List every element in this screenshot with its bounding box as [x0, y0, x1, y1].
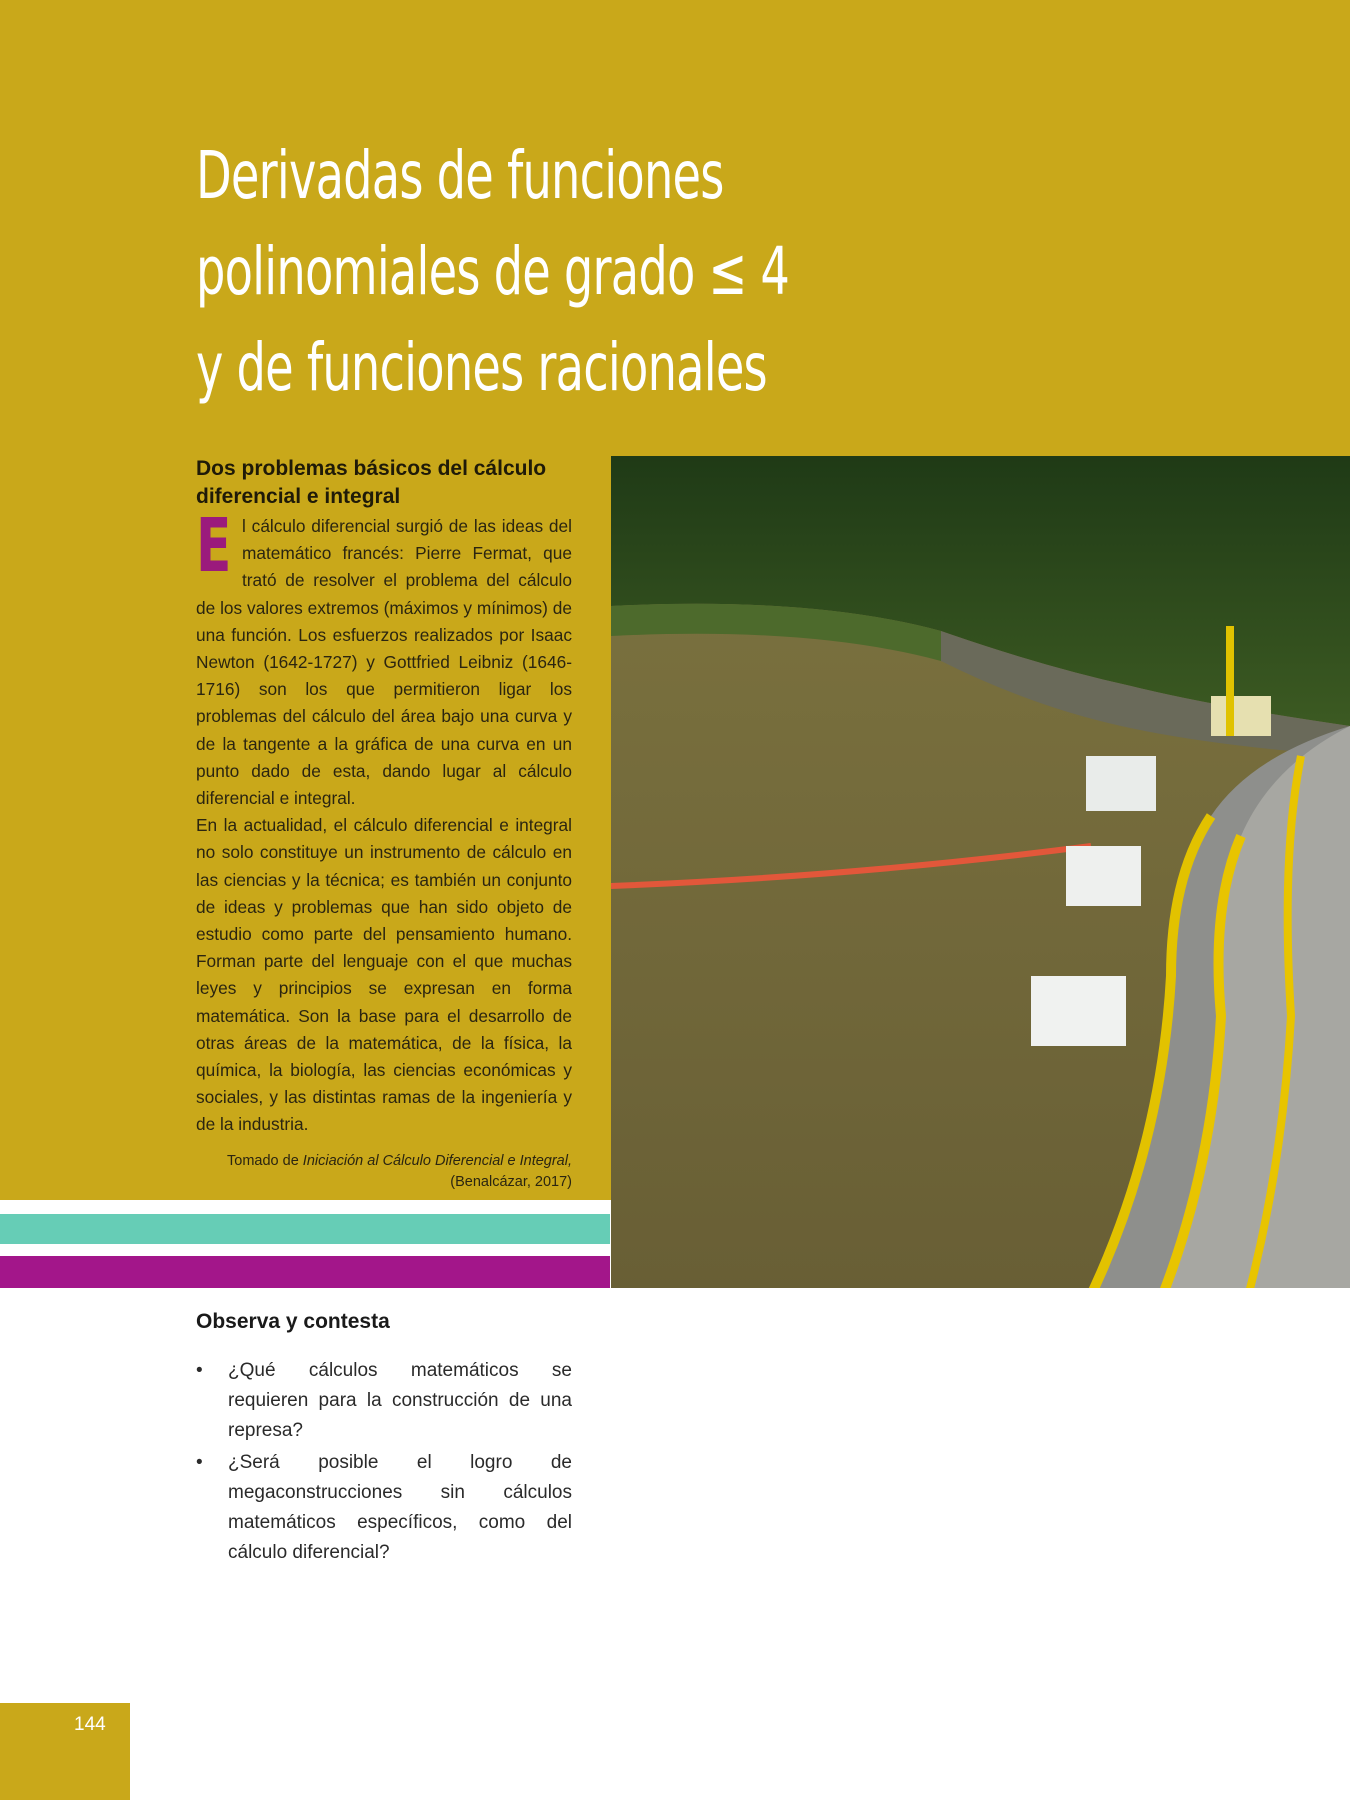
- intro-paragraph-1-text: l cálculo diferencial surgió de las ideas del matemático francés: Pierre Fermat, que trató de resolver el problema del cálculo de los valores extremos (máximos y mínimos) de una función. Los esfuerzos realizados por Isaac Newton (1642-1727) y Gottfried Leibniz (1646-1716) son los que permitieron ligar los problemas del cálculo del área bajo una curva y de la tangente a la gráfica de una curva en un punto dado de esta, dando lugar al cálculo diferencial e integral.: [196, 516, 572, 809]
- question-text: ¿Qué cálculos matemáticos se requieren para la construcción de una represa?: [228, 1360, 572, 1441]
- observa-section: [196, 1310, 572, 1570]
- control-house-2: [1066, 846, 1141, 906]
- page-number-tab: [0, 1703, 130, 1800]
- title-line-3: y de funciones racionales: [196, 329, 767, 406]
- intro-paragraph-2: En la actualidad, el cálculo diferencial e integral no solo constituye un instrumento de cálculo en las ciencias y la técnica; es también un conjunto de ideas y problemas que han sido objeto de estudio como parte del pensamiento humano. Forman parte del lenguaje con el que muchas leyes y principios se expresan en forma matemática. Son la base para el desarrollo de otras áreas de la matemática, de la física, la química, la biología, las ciencias económicas y sociales, y las distintas ramas de la ingeniería y de la industria.: [196, 815, 572, 1135]
- title-line-1: Derivadas de funciones: [196, 137, 724, 214]
- divider-teal-stripe: [0, 1214, 610, 1244]
- question-item: [196, 1356, 572, 1446]
- page-number: 144: [74, 1714, 106, 1735]
- bullet-icon: •: [196, 1452, 203, 1473]
- credit-book-title: Iniciación al Cálculo Diferencial e Integral,: [302, 1152, 572, 1169]
- intro-paragraph-1: [196, 503, 572, 812]
- bullet-icon: •: [196, 1360, 203, 1381]
- credit-prefix: Tomado de: [227, 1152, 303, 1169]
- divider-white: [0, 1200, 610, 1210]
- question-item: [196, 1448, 572, 1568]
- section-heading: Dos problemas básicos del cálculo diferencial e integral: [196, 457, 547, 508]
- title-line-2: polinomiales de grado ≤ 4: [196, 233, 790, 310]
- control-house-1: [1086, 756, 1156, 811]
- divider-magenta-stripe: [0, 1256, 610, 1288]
- credit-source: (Benalcázar, 2017): [450, 1173, 572, 1190]
- intro-section: [196, 455, 572, 1193]
- drop-cap: E: [196, 503, 232, 589]
- question-text: ¿Será posible el logro de megaconstrucciones sin cálculos matemáticos específicos, como del cálculo diferencial?: [228, 1452, 572, 1563]
- question-list: [196, 1356, 572, 1568]
- control-house-3: [1031, 976, 1126, 1046]
- observa-heading: Observa y contesta: [196, 1310, 390, 1333]
- crane-tower: [1226, 626, 1234, 736]
- source-credit: [196, 1151, 572, 1193]
- crane-structure: [1211, 696, 1271, 736]
- page-title: [196, 128, 789, 416]
- divider-white-2: [0, 1244, 610, 1256]
